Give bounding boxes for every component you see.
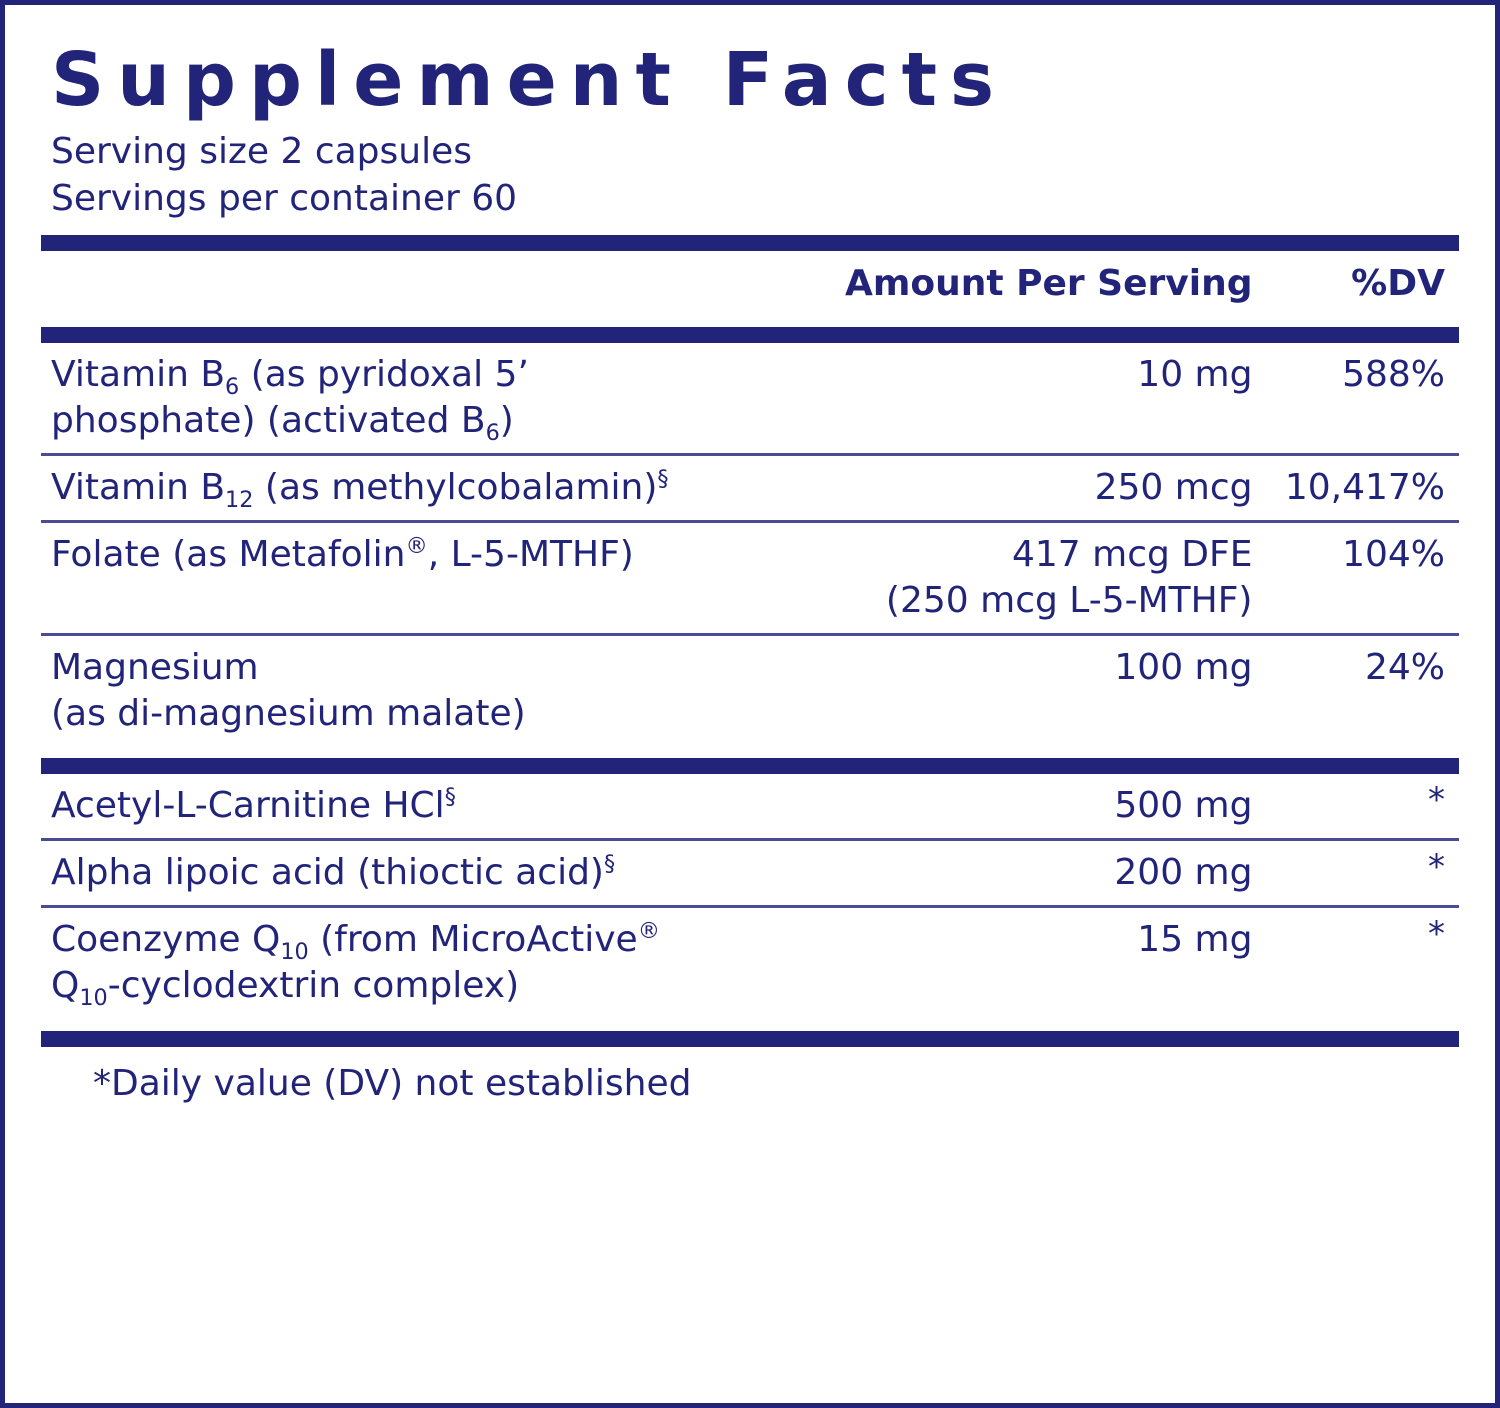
nutrient-name-text-2: (from MicroActive [308,919,638,961]
nutrient-name-text-1: Magnesium [51,647,259,689]
serving-size-line: Serving size 2 capsules [51,131,472,172]
table-row [41,635,1459,747]
nutrient-name-sup: ® [405,532,428,559]
divider-thick-bottom [41,1031,1459,1047]
nutrient-name [41,635,835,747]
nutrient-dv: 10,417% [1260,454,1459,521]
nutrient-name-text-1: Vitamin B [51,353,226,395]
nutrient-name-sup: § [444,784,456,811]
nutrient-name-line2-sub: 10 [79,985,108,1012]
nutrient-name [41,521,835,634]
column-header-amount: Amount Per Serving [844,262,1253,304]
nutrient-amount: 200 mg [835,840,1260,907]
nutrition-table-other-ingredients [41,774,1459,1018]
divider-thick-middle [41,758,1459,774]
nutrient-name-text-2: (as pyridoxal 5’ [239,353,529,395]
nutrition-table-header [41,251,1459,319]
nutrient-name-line2-text-2: -cyclodextrin complex) [107,965,520,1007]
nutrient-name-text-1: Acetyl-L-Carnitine HCl [51,785,445,827]
nutrient-name-line2 [51,963,835,1012]
nutrient-name-text-1: Vitamin B [51,466,226,508]
table-row [41,343,1459,455]
divider-thick-header [41,327,1459,343]
nutrient-name-sub-1: 12 [225,487,254,514]
table-row [41,907,1459,1019]
nutrient-name-text-1: Folate (as Metafolin [51,533,406,575]
nutrient-amount: 15 mg [835,907,1260,1019]
table-row [41,454,1459,521]
nutrient-name [41,454,835,521]
nutrient-name-text-2: (as methylcobalamin) [253,466,658,508]
nutrient-name-line2-text-1: phosphate) (activated B [51,399,486,441]
table-header-row [41,251,1459,319]
column-header-dv: %DV [1351,262,1445,304]
nutrient-amount: 500 mg [1114,785,1253,827]
nutrient-dv: * [1428,780,1445,821]
nutrient-name-line2-text-2: ) [499,399,514,441]
servings-per-container-line: Servings per container 60 [51,177,518,219]
nutrient-name [41,343,835,455]
nutrient-name-text-1: Alpha lipoic acid (thioctic acid) [51,852,604,894]
nutrient-amount-line1: 417 mcg DFE [1011,533,1253,575]
divider-thick-top [41,235,1459,251]
column-header-name [41,251,835,319]
page-title: Supplement Facts [51,37,1008,123]
table-row [41,774,1459,840]
nutrient-name-sup: § [603,851,616,878]
nutrient-name-line2: (as di-magnesium malate) [51,693,526,735]
nutrient-amount: 250 mcg [835,454,1260,521]
table-row [41,840,1459,907]
nutrient-name-line2-sub: 6 [485,419,500,446]
nutrient-amount [835,521,1260,634]
nutrient-name-text-1: Coenzyme Q [51,919,281,961]
nutrition-table-vitamins [41,343,1459,747]
nutrient-name-sup: § [657,465,669,492]
nutrient-name-sub-1: 6 [225,373,240,400]
nutrient-amount: 100 mg [835,635,1260,747]
nutrient-dv: 588% [1342,353,1445,395]
nutrient-name-text-2: , L-5-MTHF) [427,533,634,575]
nutrient-name-sup: ® [637,918,661,945]
nutrient-name-line2 [51,398,835,444]
footnote-daily-value: *Daily value (DV) not established [93,1062,692,1104]
nutrient-dv: 104% [1260,521,1459,634]
nutrient-amount: 10 mg [1137,353,1253,395]
nutrient-dv: * [1260,907,1459,1019]
nutrient-name-sub-1: 10 [280,939,309,966]
nutrient-amount-line2: (250 mcg L-5-MTHF) [885,579,1253,621]
nutrient-dv: * [1260,840,1459,907]
table-row [41,521,1459,634]
nutrient-name [41,840,835,907]
nutrient-dv: 24% [1260,635,1459,747]
nutrient-name [41,907,835,1019]
nutrient-name-line2-text-1: Q [51,965,80,1007]
nutrient-name [41,774,835,840]
